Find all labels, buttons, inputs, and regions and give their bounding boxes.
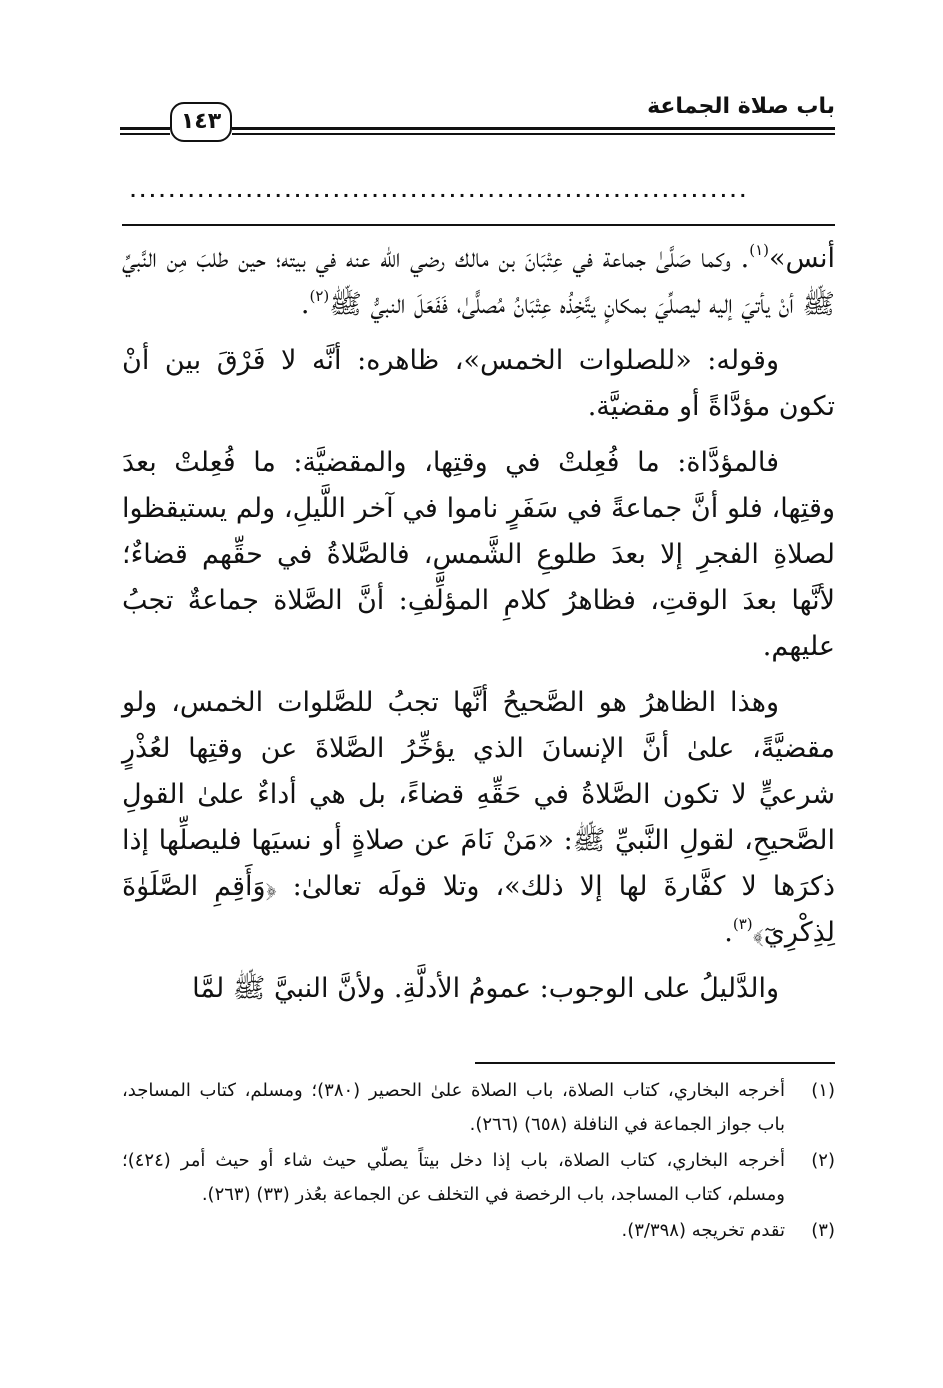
- footnote-number: (١): [811, 1080, 835, 1101]
- page-header: [120, 90, 835, 150]
- paragraph-4: وهذا الظاهرُ هو الصَّحيحُ أنَّها تجبُ للصَّلوات الخمس، ولو مقضيَّةً، علىٰ أنَّ الإنسانَ الذي يؤخِّرُ الصَّلاةَ عن وقتِها لعُذْرٍ شرعيٍّ لا تكون الصَّلاةُ في حَقِّهِ قضاءً، بل هي أداءٌ علىٰ القولِ الصَّحيحِ، لقولِ النَّبيِّ ﷺ: «مَنْ نَامَ عن صلاةٍ أو نسيَها فليصلِّها إذا ذكرَها لا كفَّارةَ لها إلا ذلك»، وتلا قولَه تعالىٰ: ﴿وَأَقِمِ الصَّلَوٰةَ لِذِكْرِيٓ﴾$^{(٣)}$.: [122, 687, 835, 948]
- footnote-text: أخرجه البخاري، كتاب الصلاة، باب الصلاة علىٰ الحصير (٣٨٠)؛ ومسلم، كتاب المساجد، باب جواز الجماعة في النافلة (٦٥٨) (٢٦٦).: [122, 1080, 785, 1135]
- footnotes: [122, 1074, 835, 1250]
- main-text: [122, 236, 835, 1022]
- paragraph-5: والدَّليلُ على الوجوب: عمومُ الأدلَّةِ. ولأنَّ النبيَّ ﷺ لمَّا: [192, 973, 779, 1004]
- header-rule-left: [120, 127, 170, 137]
- footnote-number: (٣): [811, 1220, 835, 1241]
- footnote-1: [122, 1074, 835, 1142]
- footnote-number: (٢): [811, 1150, 835, 1171]
- footnote-text: تقدم تخريجه (٣/٣٩٨).: [621, 1220, 785, 1241]
- footnote-ref-3: (٣): [732, 915, 753, 933]
- footnote-2: [122, 1144, 835, 1212]
- footnote-text: أخرجه البخاري، كتاب الصلاة، باب إذا دخل بيتاً يصلّي حيث شاء أو حيث أمر (٤٢٤)؛ ومسلم، كتاب المساجد، باب الرخصة في التخلف عن الجماعة بعُذر (٣٣) (٢٦٣).: [122, 1150, 785, 1205]
- footnote-ref-2: (٢): [309, 287, 330, 305]
- footnote-ref-1: (١): [749, 241, 770, 259]
- body-top-rule: [122, 224, 835, 226]
- paragraph-2: وقوله: «للصلوات الخمس»، ظاهره: أنَّه لا فَرْقَ بين أنْ تكون مؤدَّاةً أو مقضيَّة.: [122, 345, 835, 422]
- paragraph-1: أنس»$^{(١)}$. وكما صَلَّىٰ جماعة في عِتْبَانَ بن مالك رضي الله عنه في بيته؛ حين طلبَ مِن النَّبيِّ ﷺ أنْ يأتيَ إليه ليصلِّيَ بمكانٍ يتَّخِذُه عِتْبَانُ مُصلًّىٰ، فَفَعَلَ النبيُّ ﷺ$^{(٢)}$.: [122, 241, 835, 320]
- paragraph-3: فالمؤدَّاة: ما فُعِلتْ في وقتِها، والمقضيَّة: ما فُعِلتْ بعدَ وقتِها، فلو أنَّ جماعةً في سَفَرٍ ناموا في آخر اللَّيلِ، ولم يستيقظوا لصلاةِ الفجرِ إلا بعدَ طلوعِ الشَّمسِ، فالصَّلاةُ في حقِّهم قضاءٌ؛ لأنَّها بعدَ الوقتِ، فظاهرُ كلامِ المؤلِّفِ: أنَّ الصَّلاة جماعةٌ تجبُ عليهم.: [122, 447, 835, 662]
- page-number: ١٤٣: [170, 102, 232, 142]
- footnote-3: [122, 1214, 835, 1248]
- footnote-rule: [475, 1062, 835, 1064]
- dotted-separator: ................................................................: [130, 182, 750, 201]
- header-rule-right: [232, 127, 835, 137]
- chapter-title: باب صلاة الجماعة: [647, 94, 835, 119]
